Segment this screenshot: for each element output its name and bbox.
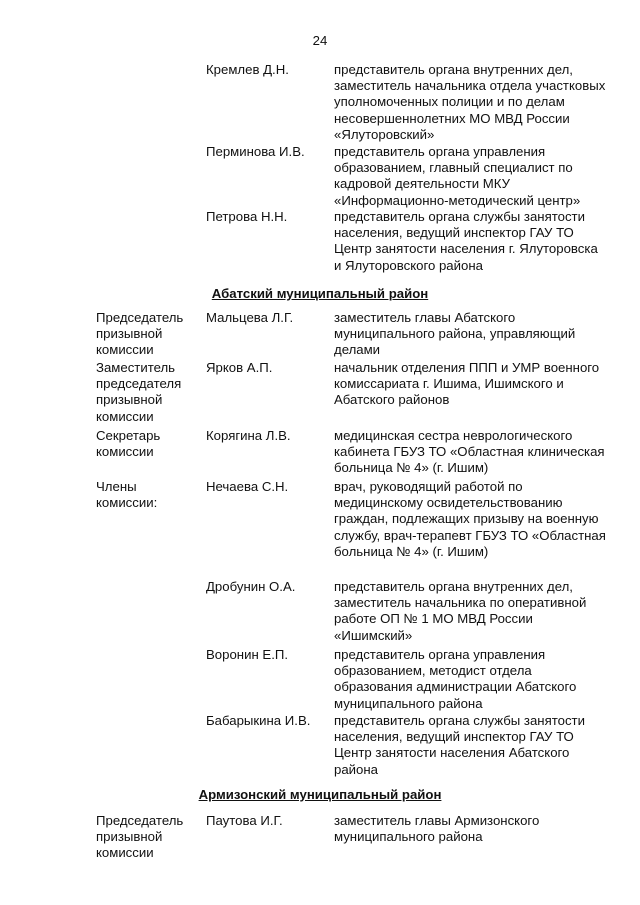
commission-list-armizonsky [96,813,616,863]
member-row [96,428,616,479]
member-description: представитель органа управления образованием, методист отдела образования администрации Абатского муниципального района [334,647,577,711]
member-name: Мальцева Л.Г. [206,310,294,325]
members-list-continued [96,62,616,275]
member-row [96,62,616,144]
member-description: представитель органа службы занятости населения, ведущий инспектор ГАУ ТО Центр занятости населения г. Ялуторовска и Ялуторовского района [334,209,598,273]
member-row [96,360,616,428]
member-row [96,647,616,713]
member-row [96,310,616,360]
member-name: Петрова Н.Н. [206,209,288,224]
member-name: Воронин Е.П. [206,647,288,662]
member-name: Перминова И.В. [206,144,305,159]
page-number: 24 [312,33,328,48]
member-name: Бабарыкина И.В. [206,713,311,728]
member-description: начальник отделения ППП и УМР военного комиссариата г. Ишима, Ишимского и Абатского районов [334,360,600,408]
member-role: Председатель призывной комиссии [96,813,184,861]
member-name: Паутова И.Г. [206,813,283,828]
section-heading-armizonsky: Армизонский муниципальный район [198,787,442,802]
member-row [96,144,616,209]
member-role: Члены комиссии: [96,479,158,511]
member-role: Секретарь комиссии [96,428,161,460]
member-name: Ярков А.П. [206,360,273,375]
member-description: представитель органа внутренних дел, заместитель начальника по оперативной работе ОП № 1 МО МВД России «Ишимский» [334,579,587,643]
member-name: Дробунин О.А. [206,579,296,594]
member-description: заместитель главы Армизонского муниципального района [334,813,540,845]
member-description: представитель органа внутренних дел, заместитель начальника отдела участковых уполномоченных полиции и по делам несовершеннолетних МО МВД России «Ялуторовский» [334,62,606,142]
member-row [96,579,616,647]
member-name: Нечаева С.Н. [206,479,289,494]
member-description: врач, руководящий работой по медицинскому освидетельствованию граждан, подлежащих призыву на военную службу, врач-терапевт ГБУЗ ТО «Областная больница № 4» (г. Ишим) [334,479,606,559]
member-row [96,713,616,781]
member-description: представитель органа службы занятости населения, ведущий инспектор ГАУ ТО Центр занятости населения Абатского района [334,713,585,777]
member-row [96,479,616,579]
member-role: Заместитель председателя призывной комиссии [96,360,182,424]
member-row [96,813,616,863]
member-name: Кремлев Д.Н. [206,62,289,77]
member-description: представитель органа управления образованием, главный специалист по кадровой деятельности МКУ «Информационно-методический центр» [334,144,581,208]
member-description: заместитель главы Абатского муниципального района, управляющий делами [334,310,576,358]
member-role: Председатель призывной комиссии [96,310,184,358]
section-heading-abatsky: Абатский муниципальный район [211,286,429,301]
commission-list-abatsky [96,310,616,781]
member-name: Корягина Л.В. [206,428,291,443]
member-description: медицинская сестра неврологического кабинета ГБУЗ ТО «Областная клиническая больница № 4» (г. Ишим) [334,428,605,476]
member-row [96,209,616,275]
